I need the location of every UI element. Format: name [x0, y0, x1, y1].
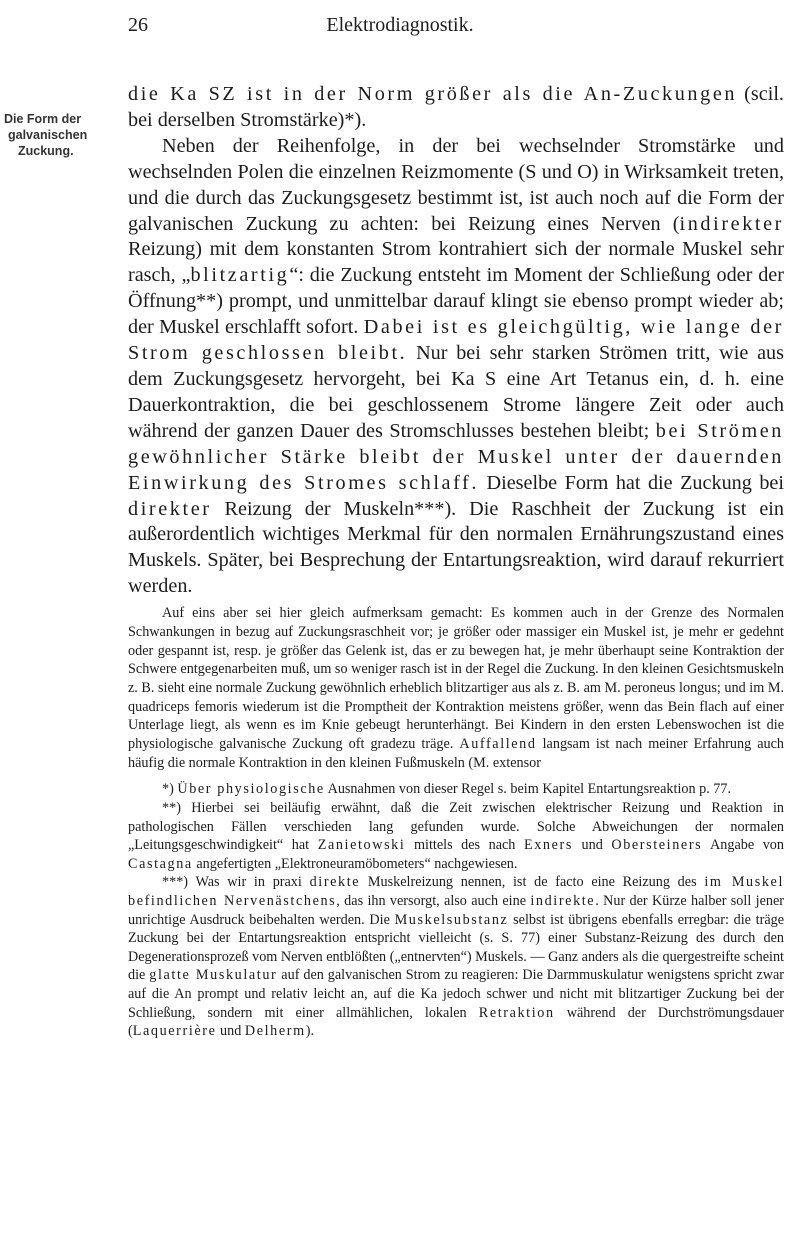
footnote-mark: *) [162, 781, 178, 798]
text-span: Dieselbe Form hat die Zuckung bei [479, 471, 784, 494]
text-span: auf den galvanischen Strom zu reagieren: Die Darmmuskulatur wenigstens spricht zwar auf die An prompt und relativ leicht an, auf die Ka jedoch schwer und nicht mit blitzartiger Zuckung bei der Schließung, sondern mit einer allmählichen, lokalen [128, 967, 784, 1021]
spaced-text: Castagna [128, 855, 193, 872]
spaced-text: glatte Muskulatur [149, 967, 278, 984]
text-span: Hierbei sei beiläufig erwähnt, daß die Zeit zwischen elektrischer Reizung und Reaktion in pathologischen Fällen verschieden lang gefunden wurde. Solche Abweichungen der normalen „Leitungsgeschwindigkeit“ hat [128, 800, 784, 854]
page-number: 26 [128, 14, 148, 36]
text-span: Auf eins aber sei hier gleich aufmerksam gemacht: Es kommen auch in der Grenze des Normalen Schwankungen in bezug auf Zuckungsraschheit vor; je größer oder massiger ein Muskel ist, je mehr er gedehnt oder gespannt ist, resp. je größer das Gelenk ist, das er zu bewegen hat, je mehr überhaupt seine Kontraktion der Schwere entgegenarbeiten muß, um so weniger rasch ist in der Regel die Zuckung. In den kleinen Gesichtsmuskeln z. B. sieht eine normale Zuckung gewöhnlich erheblich blitzartiger aus als z. B. am M. peroneus longus; und im M. quadriceps femoris wiederum ist die Promptheit der Kontraktion meistens größer, wenn das Bein flach auf einer Unterlage liegt, als wenn es im Knie gebeugt herunterhängt. Bei Kindern in den ersten Lebenswochen ist die physiologische galvanische Zuckung oft gradezu träge. [128, 605, 784, 753]
spaced-text: direkte [309, 874, 361, 891]
footnote-mark: **) [162, 800, 192, 817]
footnote-2 [128, 799, 784, 873]
text-span: mittels des nach [405, 837, 524, 854]
spaced-text: Muskelsubstanz [394, 911, 509, 928]
spaced-text: Exners [523, 837, 573, 854]
margin-note-line: Die Form der [4, 112, 82, 126]
spaced-text: blitzartig [190, 264, 290, 287]
spaced-text: direkter [128, 497, 212, 520]
text-span: Nur bei sehr starken Strömen tritt, wie aus dem Zuckungsgesetz hervorgeht, bei Ka S eine Art Tetanus ein, d. h. eine Dauerkontraktion, die bei geschlossenem Strome längere Zeit oder auch während der ganzen Dauer des Stromschlusses bestehen bleibt; [128, 342, 784, 442]
spaced-text: indirekter [679, 212, 784, 235]
text-span: , das ihn versorgt, also auch eine [336, 893, 531, 910]
text-span: Ausnahmen von dieser Regel s. beim Kapitel Entartungsreaktion p. 77. [324, 781, 732, 798]
text-span: und [572, 837, 612, 854]
text-span: Angabe von [702, 837, 784, 854]
footnote-mark: ***) [162, 874, 196, 891]
spaced-text: bei Strömen gewöhnlicher Stärke bleibt der Muskel unter der dauernden Einwirkung des Stromes schlaff. [128, 419, 785, 494]
margin-note-line: galvanischen [8, 128, 88, 142]
spaced-text: Auffallend [459, 736, 537, 753]
spaced-text: Über physiologische [177, 781, 325, 798]
text-span: Was wir in praxi [195, 874, 310, 891]
text-span: Reizung der Muskeln***). Die Raschheit der Zuckung ist ein außerordentlich wichtiges Merkmal für den normalen Ernährungszustand eines Muskels. Später, bei Besprechung der Entartungsreaktion, wird darauf rekurriert werden. [128, 497, 784, 598]
footnotes [128, 780, 784, 1040]
footnote-3 [128, 873, 784, 1040]
text-span: langsam ist nach meiner Erfahrung auch häufig die normale Kontraktion in den kleinen Fußmuskeln (M. extensor [128, 736, 784, 771]
paragraph-intro [128, 82, 784, 134]
text-span: (scil. bei derselben Stromstärke)*). [128, 83, 784, 131]
paragraph-form [128, 134, 784, 600]
text-span: . Nur der Kürze halber soll jener unrichtige Ausdruck beibehalten werden. Die [128, 893, 784, 928]
margin-note [4, 111, 94, 159]
main-text [128, 82, 784, 600]
text-span: Muskelreizung nennen, ist de facto eine Reizung des [360, 874, 705, 891]
spaced-text: im Muskel befindlichen Nervenästchens [128, 874, 784, 910]
margin-note-line: Zuckung. [18, 144, 74, 158]
spaced-text: Laquerrière [132, 1023, 217, 1040]
text-span: angefertigten „Elektroneuramöbometers“ nachgewiesen. [192, 855, 518, 872]
page-content [128, 82, 784, 1041]
page-header [0, 14, 800, 40]
spaced-text: Delherm [244, 1023, 306, 1040]
running-title: Elektrodiagnostik. [326, 14, 474, 36]
text-span: und [216, 1023, 245, 1040]
spaced-text: Retraktion [478, 1004, 555, 1021]
spaced-text: Dabei ist es gleichgültig, wie lange der Strom geschlossen bleibt. [128, 316, 784, 365]
text-span: “: die Zuckung entsteht im Moment der Schließung oder der Öffnung**) prompt, und unmittelbar darauf klingt sie ebenso prompt wieder ab; der Muskel erschlafft sofort. [128, 264, 784, 339]
text-span: Reizung) mit dem konstanten Strom kontrahiert sich der normale Muskel sehr rasch, „ [128, 238, 784, 287]
text-span: Neben der Reihenfolge, in der bei wechselnder Stromstärke und wechselnden Polen die einzelnen Reizmomente (S und O) in Wirksamkeit treten, und die durch das Zuckungsgesetz bestimmt ist, ist auch noch auf die Form der galvanischen Zuckung zu achten: bei Reizung eines Nerven ( [128, 134, 784, 235]
text-span: ). [305, 1023, 314, 1040]
footnote-1 [128, 780, 784, 799]
spaced-text: indirekte [530, 893, 596, 910]
spaced-text: die Ka SZ ist in der Norm größer als die An-Zuckungen [128, 83, 738, 105]
text-span: selbst ist übrigens ebenfalls erregbar: die träge Zuckung bei der Entartungsreaktion entspricht vielleicht (s. S. 77) einer Substanz-Reizung des durch den Degenerationsprozeß vom Nerven entblößten („entnervten“) Muskels. — Ganz anders als die quergestreifte scheint die [128, 911, 785, 984]
small-print-paragraph [128, 604, 784, 772]
spaced-text: Obersteiners [611, 837, 703, 854]
spaced-text: Zanietowski [317, 837, 406, 854]
text-span: während der Durchströmungsdauer ( [128, 1004, 784, 1040]
